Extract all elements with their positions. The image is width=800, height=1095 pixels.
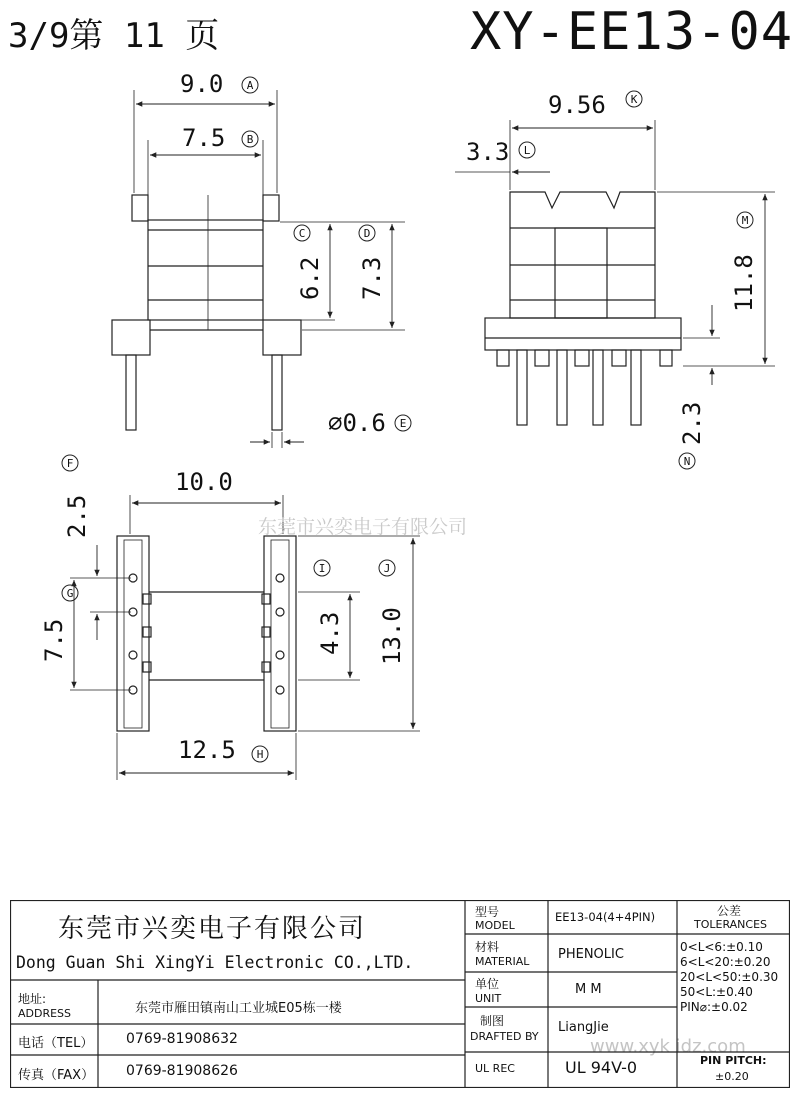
unit-label-cn: 单位 <box>475 977 500 991</box>
tolerance-row: 50<L:±0.40 <box>680 985 753 999</box>
ref-a-label: A <box>246 79 254 92</box>
tolerance-label-cn: 公差 <box>717 904 742 918</box>
dim-l-value: 3.3 <box>466 138 510 166</box>
dim-e-value: ⌀0.6 <box>328 409 386 437</box>
drafted-label-cn: 制图 <box>480 1014 505 1028</box>
pin-pitch-value: ±0.20 <box>715 1070 749 1083</box>
ul-label: UL REC <box>475 1062 515 1075</box>
dim-i-value: 4.3 <box>316 611 344 655</box>
dim-c-value: 6.2 <box>296 256 324 300</box>
material-label-cn: 材料 <box>475 940 500 954</box>
watermark-company: 东莞市兴奕电子有限公司 <box>258 516 468 538</box>
drafted-value: LiangJie <box>558 1020 609 1035</box>
company-name-en: Dong Guan Shi XingYi Electronic CO.,LTD. <box>16 953 414 972</box>
ref-f-label: F <box>66 457 74 470</box>
address-label-cn: 地址: <box>18 992 47 1006</box>
pin-pitch-label: PIN PITCH: <box>700 1054 767 1067</box>
ref-e-label: E <box>399 417 407 430</box>
unit-label-en: UNIT <box>475 992 502 1005</box>
side-view <box>485 192 681 425</box>
dim-n-value: 2.3 <box>678 401 706 445</box>
dim-f-value: 2.5 <box>63 494 91 538</box>
dim-top-width-value: 10.0 <box>175 468 233 496</box>
model-value: EE13-04(4+4PIN) <box>555 910 656 924</box>
ref-d-label: D <box>363 227 371 240</box>
dim-h-value: 12.5 <box>178 736 236 764</box>
title-block <box>10 900 790 1088</box>
bottom-view <box>117 536 296 731</box>
material-label-en: MATERIAL <box>475 955 530 968</box>
ref-h-label: H <box>256 748 264 761</box>
ref-m-label: M <box>741 214 749 227</box>
dim-k-value: 9.56 <box>548 91 606 119</box>
drafted-label-en: DRAFTED BY <box>470 1030 539 1043</box>
ref-n-label: N <box>683 455 691 468</box>
tolerance-row: PIN⌀:±0.02 <box>680 1000 748 1014</box>
address-value: 东莞市雁田镇南山工业城E05栋一楼 <box>135 1001 342 1016</box>
company-name-cn: 东莞市兴奕电子有限公司 <box>58 914 367 944</box>
fax-value: 0769-81908626 <box>126 1063 238 1079</box>
model-label-cn: 型号 <box>475 905 500 919</box>
part-number-title: XY-EE13-04 <box>470 2 794 62</box>
dim-d-value: 7.3 <box>358 256 386 300</box>
unit-value: M M <box>575 982 602 997</box>
address-label-en: ADDRESS <box>18 1007 72 1020</box>
tolerance-row: 6<L<20:±0.20 <box>680 955 771 969</box>
front-view <box>112 195 301 430</box>
model-label-en: MODEL <box>475 919 515 932</box>
ul-value: UL 94V-0 <box>565 1058 638 1077</box>
ref-g-label: G <box>66 587 74 600</box>
ref-b-label: B <box>246 133 254 146</box>
tel-value: 0769-81908632 <box>126 1031 238 1047</box>
tolerance-row: 20<L<50:±0.30 <box>680 970 779 984</box>
ref-i-label: I <box>318 562 326 575</box>
dim-g-value: 7.5 <box>40 618 68 662</box>
dim-a-value: 9.0 <box>180 70 224 98</box>
tolerance-label-en: TOLERANCES <box>694 918 768 931</box>
dim-m-value: 11.8 <box>730 254 758 312</box>
tel-label: 电话（TEL） <box>18 1036 94 1051</box>
ref-j-label: J <box>383 562 391 575</box>
page-number: 3/9第 11 页 <box>8 16 220 56</box>
material-value: PHENOLIC <box>558 947 624 962</box>
dim-j-value: 13.0 <box>378 607 406 665</box>
tolerance-list <box>680 940 778 1015</box>
ref-k-label: K <box>630 93 638 106</box>
dim-b-value: 7.5 <box>182 124 226 152</box>
ref-l-label: L <box>523 144 531 157</box>
watermark-site: www.xyk idz.com <box>590 1036 746 1057</box>
ref-c-label: C <box>298 227 306 240</box>
tolerance-row: 0<L<6:±0.10 <box>680 940 763 954</box>
fax-label: 传真（FAX） <box>18 1068 95 1083</box>
